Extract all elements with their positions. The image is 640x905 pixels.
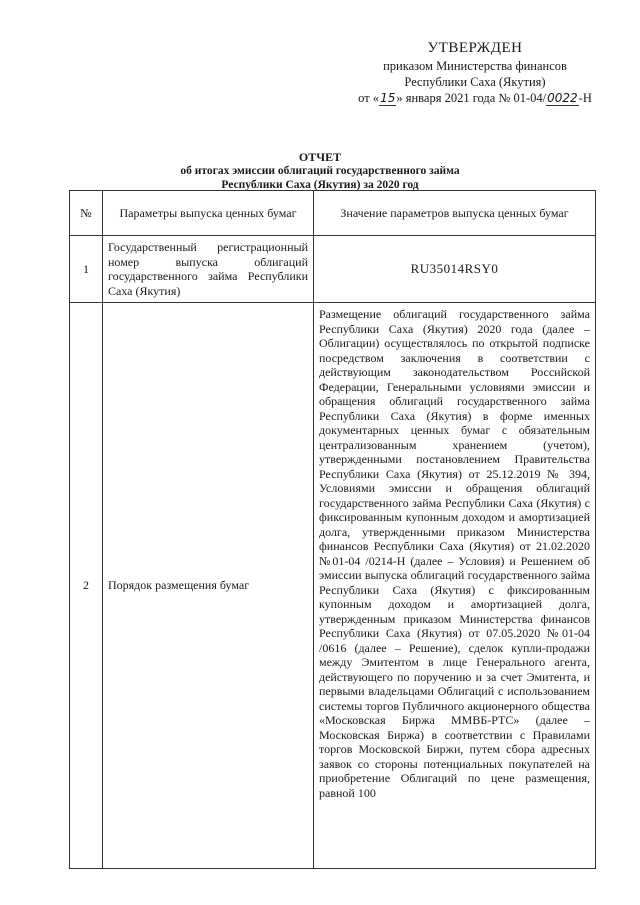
date-day: 15 xyxy=(380,91,396,105)
approval-title: УТВЕРЖДЕН xyxy=(427,40,523,56)
approval-line-order: приказом Министерства финансов xyxy=(383,59,567,73)
parameters-table xyxy=(69,190,596,869)
header-no: № xyxy=(70,191,103,236)
row-value-reg-number: RU35014RSY0 xyxy=(314,236,596,303)
order-number: 0022 xyxy=(547,91,578,105)
row-param: Государственный регистрационный номер выпуска облигаций государственного займа Республики Саха (Якутия) xyxy=(103,236,314,303)
placement-text: Размещение облигаций государственного займа Республики Саха (Якутия) 2020 года (далее – Облигации) осуществлялось по открытой подписке посредством заключения в соответствии с действующим законодательством Российской Федерации, Генеральными условиями эмиссии и обращения облигаций государственного займа Республики Саха (Якутия) в форме именных документарных ценных бумаг с обязательным централизованным хранением (учетом), утвержденными постановлением Правительства Республики Саха (Якутия) от 25.12.2019 № 394, Условиями эмиссии и обращения облигаций государственного займа Республики Саха (Якутия) с фиксированным купонным доходом и амортизацией долга, утвержденными приказом Министерства финансов Республики Саха (Якутия) от 21.02.2020 №01-04 /0214-Н (далее – Условия) и Решением об эмиссии выпуска облигаций государственного займа Республики Саха (Якутия) с фиксированным купонным доходом и амортизацией долга, утвержденным приказом Министерства финансов Республики Саха (Якутия) от 07.05.2020 №01-04 /0616 (далее – Решение), сделок купли-продажи между Эмитентом в лице Генерального агента, действующего по поручению и за счет Эмитента, и первыми владельцами Облигаций с использованием системы торгов Публичного акционерного общества «Московская Биржа ММВБ-РТС» (далее – Московская Биржа) в соответствии с Правилами торгов Московской Биржи, путем сбора адресных заявок со стороны потенциальных покупателей на приобретение Облигаций по цене размещения, равной 100 xyxy=(319,307,590,800)
date-mid: » января 2021 года № 01-04/ xyxy=(396,91,547,105)
approval-block xyxy=(330,40,620,106)
order-suffix: -Н xyxy=(578,91,592,105)
approval-line-republic: Республики Саха (Якутия) xyxy=(404,75,546,89)
report-title: ОТЧЕТ xyxy=(298,150,342,164)
approval-date-line xyxy=(330,90,620,106)
header-param: Параметры выпуска ценных бумаг xyxy=(103,191,314,236)
report-subtitle-2: Республики Саха (Якутия) за 2020 год xyxy=(221,179,419,191)
report-subtitle-1: об итогах эмиссии облигаций государственного займа xyxy=(180,165,460,177)
row-param: Порядок размещения бумаг xyxy=(103,303,314,869)
header-value: Значение параметров выпуска ценных бумаг xyxy=(314,191,596,236)
row-number: 1 xyxy=(70,236,103,303)
row-number: 2 xyxy=(70,303,103,869)
date-prefix: от « xyxy=(358,91,380,105)
table-row xyxy=(70,303,596,869)
table-row xyxy=(70,236,596,303)
table-header-row xyxy=(70,191,596,236)
row-value-placement xyxy=(314,303,596,869)
